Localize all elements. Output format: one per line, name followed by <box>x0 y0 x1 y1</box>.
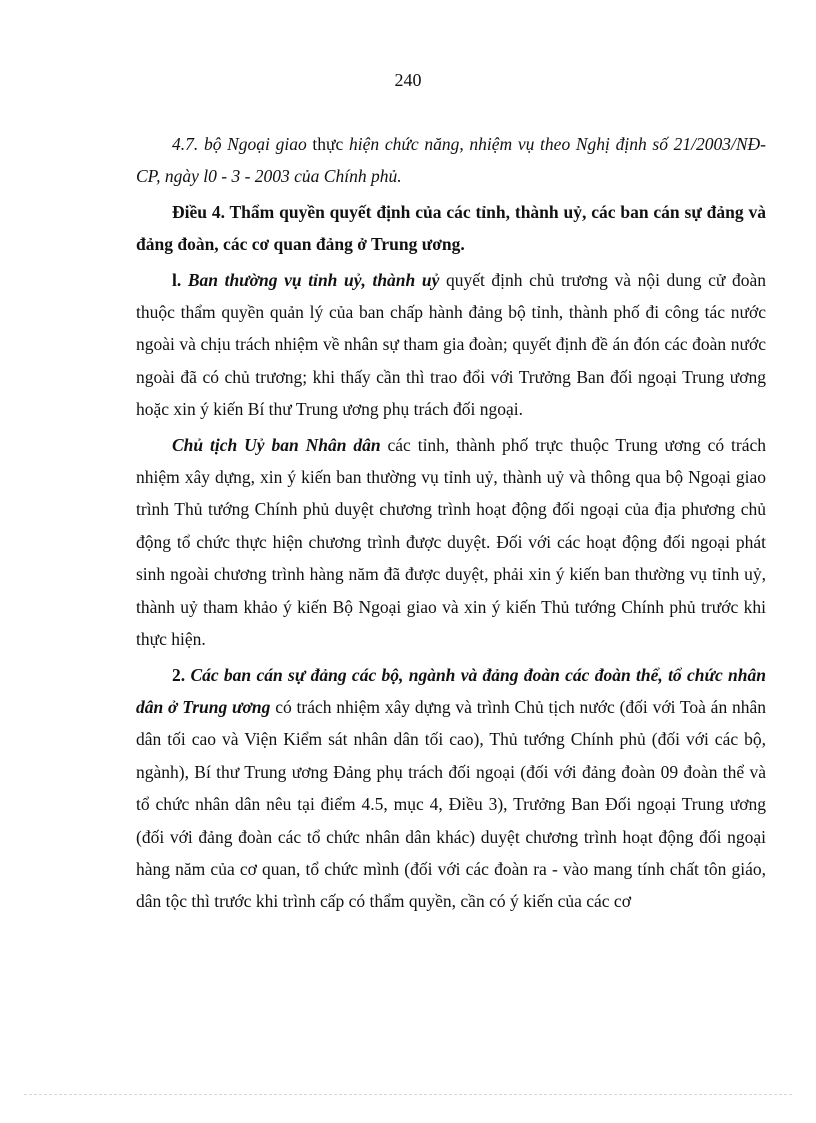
paragraph-4-7-lead: 4.7. bộ Ngoại giao <box>172 134 307 154</box>
clause-1-subject: Ban thường vụ tỉnh uỷ, thành uỷ <box>187 269 440 290</box>
chairman-paragraph <box>136 429 766 656</box>
clause-1-number: l. <box>172 269 182 290</box>
article-4-heading: Điều 4. Thẩm quyền quyết định của các tỉnh, thành uỷ, các ban cán sự đảng và đảng đoàn, các cơ quan đảng ở Trung ương. <box>136 201 766 255</box>
document-body <box>136 128 766 918</box>
clause-2 <box>136 659 766 918</box>
chairman-subject: Chủ tịch Uỷ ban Nhân dân <box>172 434 381 455</box>
paragraph-4-7-rest: hiện chức năng, nhiệm vụ theo Nghị định số 21/2003/NĐ-CP, ngày l0 - 3 - 2003 của Chính phủ. <box>136 134 767 187</box>
clause-2-number: 2. <box>172 664 186 685</box>
page-bottom-divider <box>24 1094 792 1095</box>
clause-1-text: quyết định chủ trương và nội dung cử đoàn thuộc thẩm quyền quản lý của ban chấp hành đảng bộ tỉnh, thành phố đi công tác nước ngoài và chịu trách nhiệm về nhân sự tham gia đoàn; quyết định đề án đón các đoàn nước ngoài đã có chủ trương; khi thấy cần thì trao đổi với Trưởng Ban đối ngoại Trung ương hoặc xin ý kiến Bí thư Trung ương phụ trách đối ngoại. <box>136 269 767 420</box>
paragraph-4-7-connector: thực <box>312 134 344 154</box>
page-number: 240 <box>394 70 422 90</box>
clause-1 <box>136 264 766 426</box>
clause-2-text: có trách nhiệm xây dựng và trình Chủ tịch nước (đối với Toà án nhân dân tối cao và Viện Kiểm sát nhân dân tối cao), Thủ tướng Chính phủ (đối với các bộ, ngành), Bí thư Trung ương Đảng phụ trách đối ngoại (đối với đảng đoàn 09 đoàn thể và tổ chức nhân dân nêu tại điểm 4.5, mục 4, Điều 3), Trưởng Ban Đối ngoại Trung ương (đối với đảng đoàn các tổ chức nhân dân khác) duyệt chương trình hoạt động đối ngoại hàng năm của cơ quan, tổ chức mình (đối với các đoàn ra - vào mang tính chất tôn giáo, dân tộc thì trước khi trình cấp có thẩm quyền, cần có ý kiến của các cơ <box>136 696 766 912</box>
paragraph-4-7 <box>136 128 766 193</box>
chairman-text: các tỉnh, thành phố trực thuộc Trung ương có trách nhiệm xây dựng, xin ý kiến ban thường vụ tỉnh uỷ, thành uỷ và thông qua bộ Ngoại giao trình Thủ tướng Chính phủ duyệt chương trình hoạt động đối ngoại của địa phương chủ động tổ chức thực hiện chương trình được duyệt. Đối với các hoạt động đối ngoại phát sinh ngoài chương trình hàng năm đã được duyệt, phải xin ý kiến ban thường vụ tỉnh uỷ, thành uỷ tham khảo ý kiến Bộ Ngoại giao và xin ý kiến Thủ tướng Chính phủ trước khi thực hiện. <box>136 434 767 650</box>
clause-2-subject: Các ban cán sự đảng các bộ, ngành và đảng đoàn các đoàn thể, tổ chức nhân dân ở Trung ương <box>136 664 767 717</box>
